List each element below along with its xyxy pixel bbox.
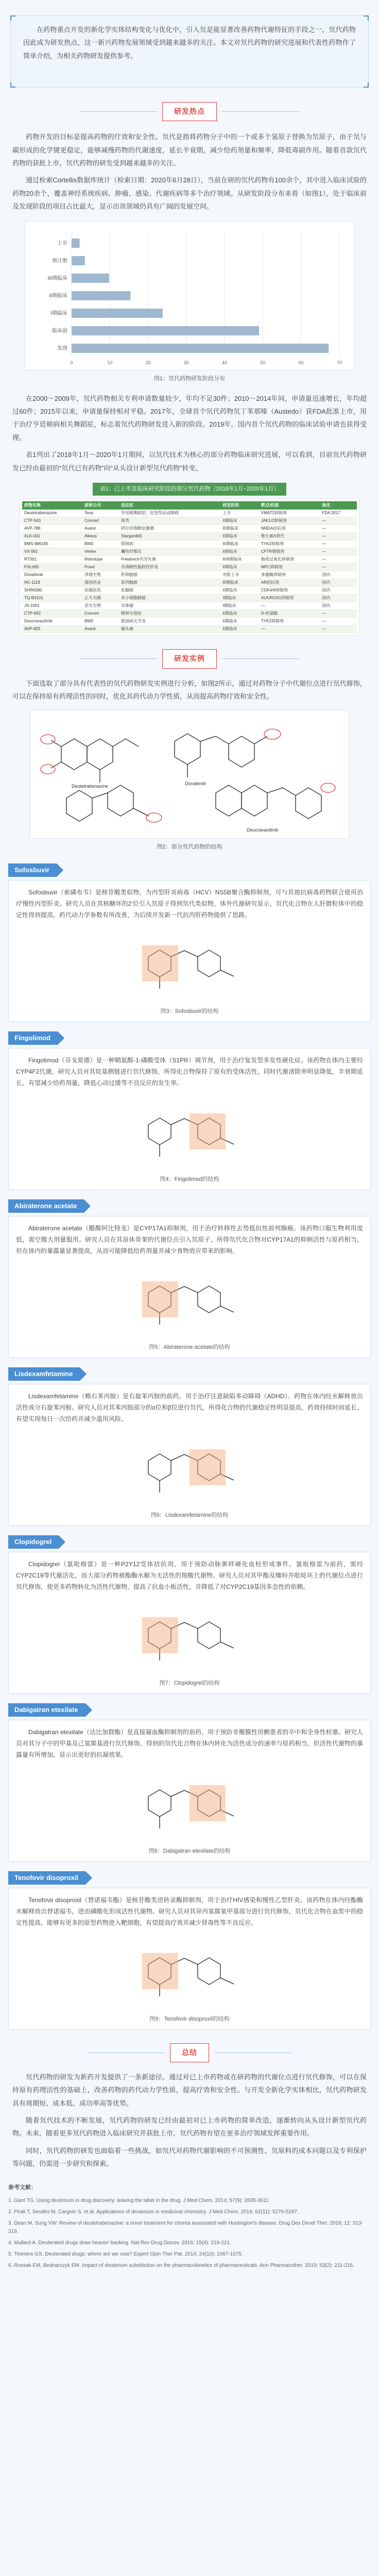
table-cell: HC-1119 — [22, 579, 82, 587]
figure-caption: 图9：Tenofovir disoproxil的结构 — [149, 2016, 230, 2023]
table-cell: Poxel — [82, 564, 119, 571]
table-cell: D-丝氨酸 — [259, 610, 320, 618]
table-cell: 国内 — [320, 595, 357, 602]
table-cell: CFTR增强剂 — [259, 548, 320, 556]
deuteration-site-highlight — [142, 945, 178, 981]
table-row — [22, 510, 357, 517]
drug-heading — [8, 1198, 371, 1214]
table-cell: BMS — [82, 540, 119, 548]
drug-heading — [8, 1030, 371, 1046]
table-cell: TYK2抑制剂 — [259, 618, 320, 625]
table-row — [22, 610, 357, 618]
column-header: 研发阶段 — [220, 501, 259, 510]
paragraph: 表1列出了2018年1月～2020年1月期间，以氘代技术为核心的部分药物临床研究进展，可以看到，目前氘代药物研发已经由最初的“氘代已有药物”向“从头设计新型氘代药物”转变。 — [12, 451, 367, 472]
table-row — [22, 625, 357, 633]
section-title: 研发实例 — [162, 649, 217, 668]
table-cell: JAK1/2抑制剂 — [259, 517, 320, 525]
table-row — [22, 540, 357, 548]
table-cell: Deutetrabenazine — [22, 510, 82, 517]
structure-illustration — [112, 1262, 267, 1339]
figure-caption: 图2：部分氘代药物的结构 — [157, 844, 222, 851]
table-cell: 多激酶抑制剂 — [259, 571, 320, 579]
table-cell: NMDA拮抗剂 — [259, 525, 320, 533]
table-cell: 肝细胞癌 — [119, 571, 220, 579]
intro-card — [10, 15, 369, 88]
structure-figure — [112, 1598, 267, 1675]
structure-illustration — [112, 1598, 267, 1675]
table-cell: — — [259, 625, 320, 633]
drug-heading — [8, 1870, 371, 1886]
table-cell: TYK2抑制剂 — [259, 540, 320, 548]
paragraph: 下面选取了部分具有代表性的氘代药物研发实例进行分析，如图2所示，通过对药物分子中代谢位点进行氘代修饰，可以在保持原有药理活性的同时，优化其药代动力学性质，从而提高药物疗效和安全性。 — [12, 679, 367, 700]
structure-figure — [112, 1934, 267, 2011]
drug-name-tag: Fingolimod — [8, 1031, 58, 1045]
table-cell: FDA 2017 — [320, 510, 357, 517]
table-cell: 阿尔茨海默症激越 — [119, 525, 220, 533]
bar-chart — [25, 222, 355, 371]
table-cell: 上市 — [220, 510, 259, 517]
table-row — [22, 556, 357, 564]
drug-description: Lisdexamfetamine（赖右苯丙胺）是右旋苯丙胺的前药，用于治疗注意缺陷多动障碍（ADHD）。药物在体内经水解释放出活性成分右旋苯丙胺。研究人员对其苯丙胺部分的α位和β位进行氘代，所得化合物的代谢稳定性明显提高，药效持续时间延长，有望实现每日一次给药并减少滥用风险。 — [16, 1392, 363, 1423]
bar — [72, 309, 163, 318]
bar — [72, 274, 109, 283]
table-cell: 囊性纤维化 — [119, 548, 220, 556]
table-cell: — — [259, 602, 320, 610]
table-cell: III期临床 — [220, 540, 259, 548]
table-cell: 海创药业 — [82, 579, 119, 587]
drug-name-tag: Lisdexamfetamine — [8, 1367, 80, 1381]
reference-item: 2. Pirali T, Serafini M, Cargnin S, et al. Applications of deuterium in medicinal chemistry. J Med Chem. 2019; 62(11): 5276-5297. — [8, 2209, 299, 2215]
table-cell: 正大天晴 — [82, 595, 119, 602]
drug-description: Fingolimod（芬戈莫德）是一种鞘氨醇-1-磷酸受体（S1PR）调节剂，用于治疗复发型多发性硬化症。该药物在体内主要经CYP4F2代谢，研究人员对其烷基侧链进行氘代修饰，所得化合物保持了原有的受体活性，同时代谢清除率明显降低，半衰期延长，有望减少给药剂量，降低心动过缓等不良反应的发生率。 — [16, 1056, 363, 1087]
table-cell: 维生素A替代 — [259, 533, 320, 540]
axis-tick-label: 30 — [183, 360, 189, 366]
drug-section — [8, 1870, 371, 2030]
column-header: 原研公司 — [82, 501, 119, 510]
drug-card — [8, 880, 371, 1022]
drug-heading — [8, 862, 371, 878]
table-cell: Vertex — [82, 548, 119, 556]
table-cell: 脂质过氧化抑制剂 — [259, 556, 320, 564]
table-cell: 非酒精性脂肪性肝炎 — [119, 564, 220, 571]
table-cell: 实体瘤 — [119, 602, 220, 610]
table-cell: Deucravacitinib — [22, 618, 82, 625]
structure-figure — [112, 1262, 267, 1339]
table-cell: — — [320, 540, 357, 548]
drug-card — [8, 1888, 371, 2030]
table-cell: II期临床 — [220, 610, 259, 618]
figure-caption: 图6：Lisdexamfetamine的结构 — [150, 1512, 229, 1519]
structure-illustration — [112, 1934, 267, 2011]
table-cell: ALK-001 — [22, 533, 82, 540]
column-header: 备注 — [320, 501, 357, 510]
figure-caption: 图5：Abiraterone acetate的结构 — [149, 1344, 230, 1351]
drug-name-tag: Sofosbuvir — [8, 863, 57, 877]
table-cell: — — [320, 625, 357, 633]
corner-decoration — [10, 15, 15, 21]
table-cell: 亨廷顿舞蹈症；迟发性运动障碍 — [119, 510, 220, 517]
deuteration-site-highlight — [142, 1953, 178, 1989]
structure-figure — [112, 1766, 267, 1843]
structure-figure — [112, 1094, 267, 1171]
structure-figure — [112, 926, 267, 1003]
table-cell: I期临床 — [220, 595, 259, 602]
table-cell: RT001 — [22, 556, 82, 564]
drug-list — [0, 862, 379, 2030]
table-cell: 斑秃 — [119, 517, 220, 525]
table-row — [22, 548, 357, 556]
structures-illustration — [30, 710, 350, 839]
section-title: 总结 — [170, 2043, 209, 2062]
table-cell: 乳腺癌 — [119, 587, 220, 595]
table-row — [22, 571, 357, 579]
category-label: III期临床 — [47, 276, 67, 282]
category-label: 发现 — [57, 346, 67, 352]
figure-caption: 图3：Sofosbuvir的结构 — [160, 1008, 219, 1015]
figure-caption: 图8：Dabigatran etexilate的结构 — [148, 1848, 231, 1855]
paragraph: 氘代药物的研发为新药开发提供了一条新途径。通过对已上市药物或在研药物的代谢位点进行氘代修饰，可以在保持原有药理活性的基础上，改善药物的药代动力学性质，提高疗效和安全性。与开发全新化学实体相比，氘代药物研发具有周期短、成本低、成功率高等优势。 — [12, 2073, 367, 2107]
drug-card — [8, 1048, 371, 1190]
table-cell: BMS — [82, 618, 119, 625]
table-cell: PXL065 — [22, 564, 82, 571]
table-cell: Teva — [82, 510, 119, 517]
table-cell: II/III期临床 — [220, 556, 259, 564]
table-cell: — — [320, 564, 357, 571]
table-row — [22, 602, 357, 610]
structure-label: Donafenib — [185, 781, 206, 787]
reference-item: 5. Timmins GS. Deuterated drugs: where are we now? Expert Opin Ther Pat. 2014; 24(10): 1067-1075. — [8, 2251, 243, 2257]
table-cell: II期临床 — [220, 548, 259, 556]
table-cell: 精神分裂症 — [119, 610, 220, 618]
paragraph: 同时，氘代药物的研发也面临着一些挑战，如氘代对药物代谢影响的不可预测性、氘原料的成本问题以及专利保护等问题，仍需进一步研究和探索。 — [12, 2146, 367, 2168]
corner-decoration — [364, 15, 369, 21]
drug-section — [8, 1702, 371, 1862]
table-cell: AVP-825 — [22, 625, 82, 633]
column-header: 药物名称 — [22, 501, 82, 510]
table-cell: Avanir — [82, 525, 119, 533]
table-cell: VX-561 — [22, 548, 82, 556]
axis-tick-label: 50 — [260, 360, 266, 366]
drug-description: Tenofovir disoproxil（替诺福韦酯）是核苷酸类逆转录酶抑制剂，用于治疗HIV感染和慢性乙型肝炎。该药物在体内经酯酶水解释放出替诺福韦，进而磷酸化形成活性代谢物。研究人员对其异丙氧羰氧甲基部分进行氘代修饰，氘代化合物在血浆中的稳定性提高，能够有更多的原型药物进入靶细胞，有望提高疗效并减少肾毒性等不良反应。 — [16, 1896, 363, 1927]
paragraph: 药物开发的目标是提高药物的疗效和安全性。氘代是指将药物分子中的一个或多个氢原子替换为氘原子，由于氘与碳形成的化学键更稳定，能够减慢药物的代谢速度，延长半衰期，减少给药剂量和频率，降低毒副作用。随着首款氘代药物的获批上市，氘代药物的研发受到越来越多的关注。 — [12, 133, 367, 167]
drug-name-tag: Clopidogrel — [8, 1535, 59, 1549]
drug-section — [8, 1198, 371, 1358]
table-cell: II期临床 — [220, 618, 259, 625]
deuteration-site-highlight — [142, 1281, 178, 1317]
drug-name-tag: Tenofovir disoproxil — [8, 1871, 85, 1885]
axis-tick-label: 40 — [222, 360, 228, 366]
table-cell: 申报上市 — [220, 571, 259, 579]
category-label: II期临床 — [49, 293, 67, 299]
figure-2 — [30, 710, 349, 839]
table-1 — [20, 499, 359, 636]
axis-tick-label: 70 — [336, 360, 342, 366]
table-row — [22, 517, 357, 525]
table-cell: II期临床 — [220, 517, 259, 525]
table-cell: 国内 — [320, 571, 357, 579]
column-header: 靶点/机制 — [259, 501, 320, 510]
table-row — [22, 595, 357, 602]
figure-caption: 图1：氘代药物研发阶段分布 — [153, 376, 226, 382]
data-table — [22, 501, 357, 633]
corner-decoration — [364, 82, 369, 88]
reference-item: 6. Russak EM, Bednarczyk EM. Impact of deuterium substitution on the pharmacokinetics of pharmaceuticals. Ann Pharmacother. 2019; 53(2): 211-216. — [8, 2262, 354, 2268]
table-row — [22, 579, 357, 587]
drug-description: Clopidogrel（氯吡格雷）是一种P2Y12受体拮抗剂，用于预防动脉粥样硬化血栓形成事件。氯吡格雷为前药，需经CYP2C19等代谢活化，而大部分药物被酯酶水解为无活性的羧酸代谢物。研究人员对其甲酯及噻吩并吡啶环上的代谢位点进行氘代修饰，使更多药物转化为活性代谢物，提高了抗血小板活性，并降低了对CYP2C19基因多态性的依赖。 — [16, 1560, 363, 1591]
table-cell: 非小细胞肺癌 — [119, 595, 220, 602]
structure-figure — [112, 1430, 267, 1507]
bar — [72, 326, 259, 335]
table-cell: II期临床 — [220, 587, 259, 595]
table-cell: Friedreich共济失调 — [119, 556, 220, 564]
bar — [72, 239, 80, 248]
table-cell: AVP-786 — [22, 525, 82, 533]
drug-description: Sofosbuvir（索磷布韦）是核苷酸类似物，为丙型肝炎病毒（HCV）NS5B聚合酶抑制剂，可与其他抗病毒药物联合使用治疗慢性丙型肝炎。研究人员在其核糖环的2'位引入氘原子得到氘代类似物，体外代谢研究显示，氘代化合物在人肝微粒体中的稳定性得到提高，药代动力学参数有所改善，为后续开发新一代抗丙肝药物提供了思路。 — [16, 888, 363, 919]
structure-illustration — [112, 1766, 267, 1843]
category-label: I期临床 — [50, 311, 67, 317]
axis-tick-label: 0 — [70, 360, 73, 366]
table-cell: BMS-986165 — [22, 540, 82, 548]
references — [0, 2182, 379, 2269]
structure-illustration — [112, 1430, 267, 1507]
table-cell: 银屑病关节炎 — [119, 618, 220, 625]
corner-decoration — [10, 82, 15, 88]
reference-item: 1. Gant TG. Using deuterium in drug discovery: leaving the label in the drug. J Med Chem. 2014; 57(9): 3595-3611. — [8, 2197, 270, 2204]
table-row — [22, 587, 357, 595]
table-cell: Donafenib — [22, 571, 82, 579]
table-cell: — — [320, 525, 357, 533]
structure-label: Deucravacitinib — [247, 827, 279, 833]
figure-1 — [25, 221, 354, 370]
drug-card — [8, 1720, 371, 1862]
paragraph: 通过检索Cortellis数据库统计（检索日期：2020年6月28日），当前在研的氘代药物有100余个，其中进入临床试验的药物20余个，覆盖神经系统疾病、肿瘤、感染、代谢疾病等多个治疗领域。从研发阶段分布来看（如图1），处于临床前及发现阶段的项目占比最大，显示出该领域仍具有广阔的发展空间。 — [12, 176, 367, 211]
table-cell: Stargardt病 — [119, 533, 220, 540]
table-cell: 银屑病 — [119, 540, 220, 548]
drug-section — [8, 1366, 371, 1526]
axis-tick-label: 10 — [107, 360, 113, 366]
drug-section — [8, 1030, 371, 1190]
drug-card — [8, 1552, 371, 1694]
paragraph: 随着氘代技术的不断发展，氘代药物的研发已经由最初对已上市药物的简单改造，逐渐转向从头设计新型氘代药物。未来，随着更多氘代药物进入临床研究并获批上市，氘代药物有望在更多治疗领域发挥重要作用。 — [12, 2116, 367, 2138]
reference-item: 3. Dean M, Sung VW. Review of deutetrabenazine: a novel treatment for chorea associated with Huntington's disease. Drug Des Devel Ther. 2018; 12: 313-319. — [8, 2220, 363, 2234]
intro-text: 在药物重点开发的新化学实体结构变化与优化中，引入氘是能显著改善药物代谢特征的手段之一，氘代药物因此成为研发热点，这一新兴药物发展领域受到越来越多的关注。本文对氘代药物的研究进展和代表性药物作了简单介绍，为相关药物研发提供参考。 — [23, 26, 356, 60]
table-cell: Retrotope — [82, 556, 119, 564]
table-cell: — — [320, 610, 357, 618]
table-cell: — — [320, 548, 357, 556]
table-cell: II期临床 — [220, 625, 259, 633]
table-cell: III期临床 — [220, 525, 259, 533]
table-cell: CDK4/6抑制剂 — [259, 587, 320, 595]
drug-heading — [8, 1366, 371, 1382]
category-label: 临床前 — [52, 328, 67, 334]
table-cell: TQ-B3101 — [22, 595, 82, 602]
table-cell: 国内 — [320, 602, 357, 610]
drug-section — [8, 862, 371, 1022]
table-cell: Alkeus — [82, 533, 119, 540]
axis-tick-label: 20 — [145, 360, 151, 366]
table-cell: 国内 — [320, 587, 357, 595]
figure-caption: 图4：Fingolimod的结构 — [160, 1176, 219, 1183]
deuteration-site-highlight — [190, 1113, 226, 1149]
section-heading — [0, 2043, 379, 2062]
section-title: 研发热点 — [162, 102, 217, 121]
table-cell: 恒瑞医药 — [82, 587, 119, 595]
deuteration-site-highlight — [190, 1785, 226, 1821]
bar — [72, 256, 85, 265]
table-cell: — — [320, 556, 357, 564]
table-row — [22, 618, 357, 625]
structure-illustration — [112, 926, 267, 1003]
deuteration-site-highlight — [190, 1449, 226, 1485]
table-cell: 偏头痛 — [119, 625, 220, 633]
drug-heading — [8, 1702, 371, 1718]
table-cell: 前列腺癌 — [119, 579, 220, 587]
table-cell: VMAT2抑制剂 — [259, 510, 320, 517]
figure-caption: 图7：Clopidogrel的结构 — [159, 1680, 220, 1687]
table-cell: SHR6390 — [22, 587, 82, 595]
drug-description: Dabigatran etexilate（达比加群酯）是直接凝血酶抑制剂的前药，用于预防非瓣膜性房颤患者的卒中和全身性栓塞。研究人员对其分子中的甲基及己氧羰基进行氘代修饰，得到的氘代化合物在体内转化为活性成分的速率与原药相当，但活性代谢物的暴露量有所增加，显示出更好的抗凝效果。 — [16, 1728, 363, 1759]
table-cell: 君实生物 — [82, 602, 119, 610]
reference-item: 4. Mullard A. Deuterated drugs draw heavier backing. Nat Rev Drug Discov. 2016; 15(4): 219-221. — [8, 2240, 231, 2246]
table-cell: I期临床 — [220, 602, 259, 610]
table-cell: 泽璟生物 — [82, 571, 119, 579]
bar — [72, 291, 130, 300]
table-cell: Concert — [82, 517, 119, 525]
drug-section — [8, 1534, 371, 1694]
section-heading — [0, 649, 379, 668]
table-cell: AR拮抗剂 — [259, 579, 320, 587]
table-row — [22, 533, 357, 540]
deuteration-site-highlight — [142, 1617, 178, 1653]
category-label: 预注册 — [52, 258, 67, 264]
table-cell: 国内 — [320, 579, 357, 587]
table-cell: ALK/ROS1抑制剂 — [259, 595, 320, 602]
drug-card — [8, 1384, 371, 1526]
drug-heading — [8, 1534, 371, 1550]
table-title: 表1：已上市及临床研究阶段的部分氘代药物（2018年1月~2020年1月） — [93, 483, 287, 496]
table-cell: — — [320, 533, 357, 540]
table-cell: JS-1001 — [22, 602, 82, 610]
table-cell: II期临床 — [220, 533, 259, 540]
drug-name-tag: Abiraterone acetate — [8, 1199, 84, 1213]
bar — [72, 344, 329, 353]
paragraph: 在2000～2009年，氘代药物相关专利申请数量较少，年均不足30件；2010～2014年间，申请量迅速增长，年均超过60件；2015年以来，申请量保持相对平稳。2017年，全球首个氘代药物氘丁苯那嗪（Austedo）获FDA批准上市，用于治疗亨廷顿病相关舞蹈症，标志着氘代药物研发进入新的阶段。2019年，国内首个氘代药物的临床试验申请也获得受理。 — [12, 394, 367, 442]
drug-card — [8, 1216, 371, 1358]
structure-label: Deutetrabenazine — [72, 784, 109, 789]
column-header: 适应症 — [119, 501, 220, 510]
table-row — [22, 525, 357, 533]
table-cell: CTP-543 — [22, 517, 82, 525]
table-cell: III期临床 — [220, 579, 259, 587]
table-cell: CTP-692 — [22, 610, 82, 618]
table-cell: MPC抑制剂 — [259, 564, 320, 571]
section-heading — [0, 102, 379, 121]
drug-description: Abiraterone acetate（醋酸阿比特龙）是CYP17A1抑制剂，用于治疗转移性去势抵抗性前列腺癌。该药物口服生物利用度低，需空腹大剂量服用。研究人员在其甾体骨架的代谢位点引入氘原子，所得氘代化合物对CYP17A1的抑制活性与原药相当，但在体内的暴露量显著提高，从而可能降低给药剂量并减少食物效应带来的影响。 — [16, 1224, 363, 1255]
table-row — [22, 564, 357, 571]
drug-name-tag: Dabigatran etexilate — [8, 1703, 85, 1717]
table-cell: Concert — [82, 610, 119, 618]
category-label: 上市 — [57, 241, 67, 247]
axis-tick-label: 60 — [298, 360, 304, 366]
table-cell: — — [320, 517, 357, 525]
table-cell: II期临床 — [220, 564, 259, 571]
table-cell: Avanir — [82, 625, 119, 633]
structure-illustration — [112, 1094, 267, 1171]
table-cell: — — [320, 618, 357, 625]
references-title: 参考文献： — [8, 2184, 37, 2191]
